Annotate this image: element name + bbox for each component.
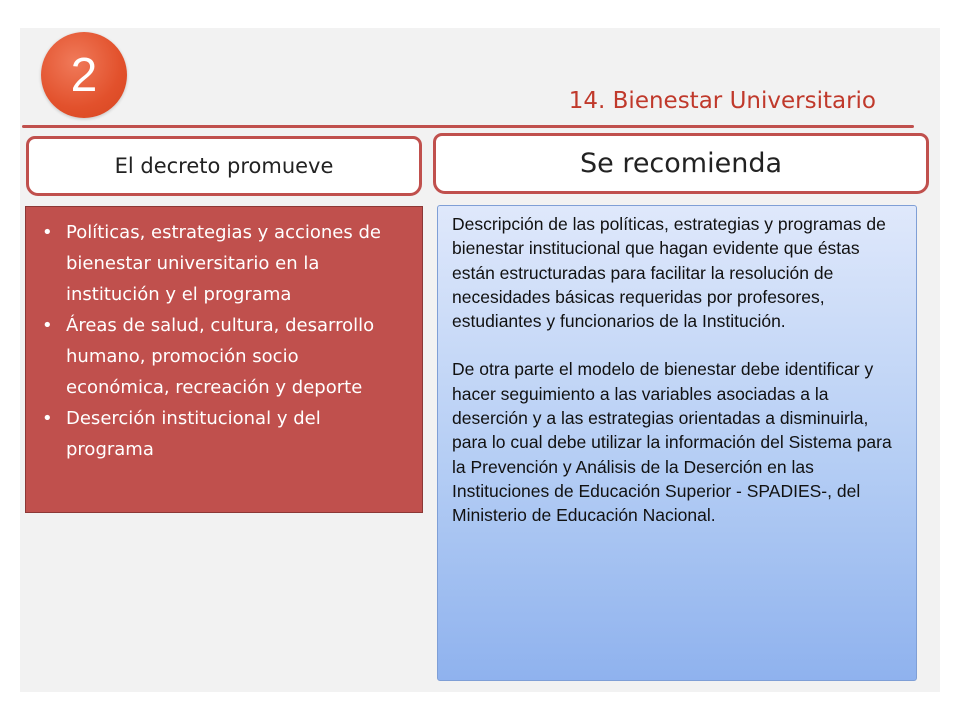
bullet-icon: • — [42, 222, 53, 243]
recommendation-box — [437, 205, 917, 681]
bullet-text: Deserción institucional y del programa — [66, 408, 321, 460]
list-item — [36, 403, 404, 465]
slide-title: 14. Bienestar Universitario — [568, 88, 876, 114]
recommendation-paragraph: De otra parte el modelo de bienestar debe identificar y hacer seguimiento a las variables asociadas a la deserción y a las estrategias orientadas a disminuirla, para lo cual debe utilizar la información del Sistema para la Prevención y Análisis de la Deserción en las Instituciones de Educación Superior - SPADIES-, del Ministerio de Educación Nacional. — [452, 359, 892, 526]
right-header-label: Se recomienda — [579, 148, 783, 179]
bullet-icon: • — [42, 315, 53, 336]
bullet-text: Políticas, estrategias y acciones de bienestar universitario en la institución y el programa — [66, 222, 381, 305]
bullet-icon: • — [42, 408, 53, 429]
decree-bullet-list — [36, 217, 404, 465]
section-number-badge: 2 — [41, 32, 127, 118]
decree-bullet-box — [25, 206, 423, 513]
list-item — [36, 217, 404, 310]
recommendation-paragraph: Descripción de las políticas, estrategias y programas de bienestar institucional que hagan evidente que éstas están estructuradas para facilitar la resolución de necesidades básicas requeridas por profesores, estudiantes y funcionarios de la Institución. — [452, 214, 886, 332]
left-header-box — [26, 136, 422, 196]
right-header-box — [433, 133, 929, 194]
left-header-label: El decreto promueve — [114, 154, 334, 178]
list-item — [36, 310, 404, 403]
title-divider — [22, 125, 914, 128]
bullet-text: Áreas de salud, cultura, desarrollo humano, promoción socio económica, recreación y deporte — [66, 315, 375, 398]
